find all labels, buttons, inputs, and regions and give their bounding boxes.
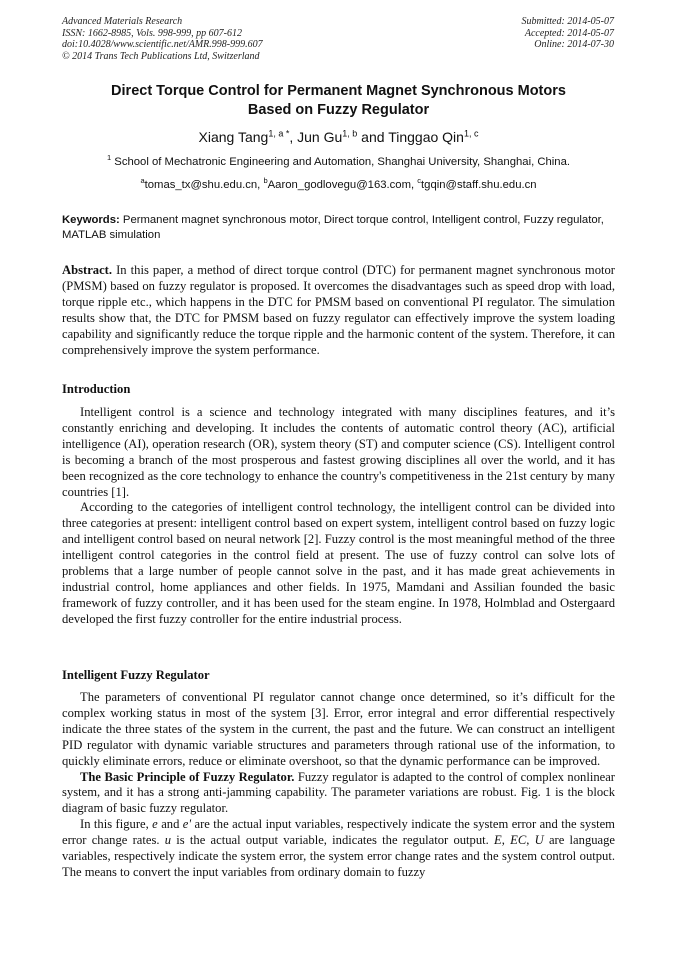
fuzzy-regulator-section [62, 690, 615, 881]
abstract: Abstract. In this paper, a method of direct torque control (DTC) for permanent magnet synchronous motor (PMSM) based on fuzzy regulator is proposed. It overcomes the disadvantages such as speed drop with load, torque ripple etc., which happens in the DTC for PMSM based on conventional PI regulator. The simulation results show that, the DTC for PMSM based on fuzzy regulator can effectively improve the system loading capability and significantly reduce the torque ripple and the harmonic content of the system. Therefore, it can comprehensively improve the system performance. [62, 263, 615, 357]
paper-title: Direct Torque Control for Permanent Magnet Synchronous Motors Based on Fuzzy Regulator [111, 83, 566, 118]
author-name: Xiang Tang [198, 129, 269, 145]
paragraph: Intelligent control is a science and technology integrated with many disciplines features, and it’s constantly enriching and developing. It includes the contents of automatic control theory (AC), artificial intelligence (AI), operation research (OR), system theory (ST) and computer science (CS). Intelligent control is becoming a branch of the most prosperous and fastest growing disciplines all over the world, and it has been recognized as the core technology to enhance the country's competitiveness in the 21st century by many countries [1]. [62, 405, 615, 499]
journal-info [62, 16, 263, 62]
email-link[interactable]: tgqin@staff.shu.edu.cn [421, 179, 537, 191]
introduction-section [62, 405, 615, 628]
abstract-label: Abstract. [62, 263, 113, 277]
online-date: Online: 2014-07-30 [534, 39, 614, 51]
copyright: © 2014 Trans Tech Publications Ltd, Switzerland [62, 50, 260, 62]
paragraph: The parameters of conventional PI regulator cannot change once determined, so it’s difficult for the complex working status in most of the system [3]. Error, error integral and error differential respectively indicate the three states of the system in the current, the past and the future. We can construct an intelligent PID regulator with dynamic variable structures and parameters through rational use of the information, to quickly eliminate errors, reduce or eliminate overshoot, so that the dynamic performance can be improved. [62, 690, 615, 768]
email-link[interactable]: Aaron_godlovegu@163.com, [267, 179, 418, 191]
paragraph: The Basic Principle of Fuzzy Regulator. Fuzzy regulator is adapted to the control of complex nonlinear system, and it has a strong anti-jamming capability. The parameter variations are robust. Fig. 1 is the block diagram of basic fuzzy regulator. [62, 769, 615, 816]
email-link[interactable]: tomas_tx@shu.edu.cn, [144, 179, 264, 191]
accepted-date: Accepted: 2014-05-07 [524, 27, 614, 39]
subsection-label: The Basic Principle of Fuzzy Regulator. [80, 769, 295, 784]
keywords: Keywords: Permanent magnet synchronous motor, Direct torque control, Intelligent control, Fuzzy regulator, MATLAB simulation [62, 214, 604, 241]
section-heading-fuzzy-regulator: Intelligent Fuzzy Regulator [62, 668, 210, 682]
doi: doi:10.4028/www.scientific.net/AMR.998-999.607 [62, 39, 263, 51]
keywords-label: Keywords: [62, 214, 120, 226]
author-emails: $^a$tomas_tx@shu.edu.cn, $^b$Aaron_godlovegu@163.com, $^c$tgqin@staff.shu.edu.cn [140, 176, 537, 191]
paragraph: In this figure, e and e' are the actual input variables, respectively indicate the system error and the system error change rates. u is the actual output variable, indicates the regulator output. E, EC, U are language variables, respectively indicate the system error, the system error change rates and the system control output. The means to convert the input variables from ordinary domain to fuzzy [62, 817, 616, 879]
section-heading-introduction: Introduction [62, 382, 131, 396]
author-name: Jun Gu [297, 129, 343, 145]
issn: ISSN: 1662-8985, Vols. 998-999, pp 607-612 [62, 27, 242, 39]
author-name: Tinggao Qin [388, 129, 464, 145]
paragraph: According to the categories of intelligent control technology, the intelligent control can be divided into three categories at present: intelligent control based on expert system, intelligent control based on fuzzy logic and intelligent control based on neural network [2]. Fuzzy control is the most meaningful method of the three intelligent control categories in the control field at present. The use of fuzzy control can solve lots of problems that a large number of people cannot solve in the past, and it has made great achievements in industrial control, home appliances and other fields. In 1975, Mamdani and Assilian founded the basic framework of fuzzy controller, and it has been used for the steam engine. In 1978, Holmblad and Ostergaard developed the first fuzzy controller for the entire industrial process. [62, 500, 615, 626]
journal-name: Advanced Materials Research [62, 16, 183, 27]
affiliation: $^1$ School of Mechatronic Engineering and Automation, Shanghai University, Shanghai, China. [106, 153, 571, 168]
submitted-date: Submitted: 2014-05-07 [521, 16, 614, 27]
publication-dates [522, 16, 615, 51]
author-list: Xiang Tang$^{1, a *}$, Jun Gu$^{1, b}$ and Tinggao Qin$^{1, c}$ [198, 128, 479, 145]
